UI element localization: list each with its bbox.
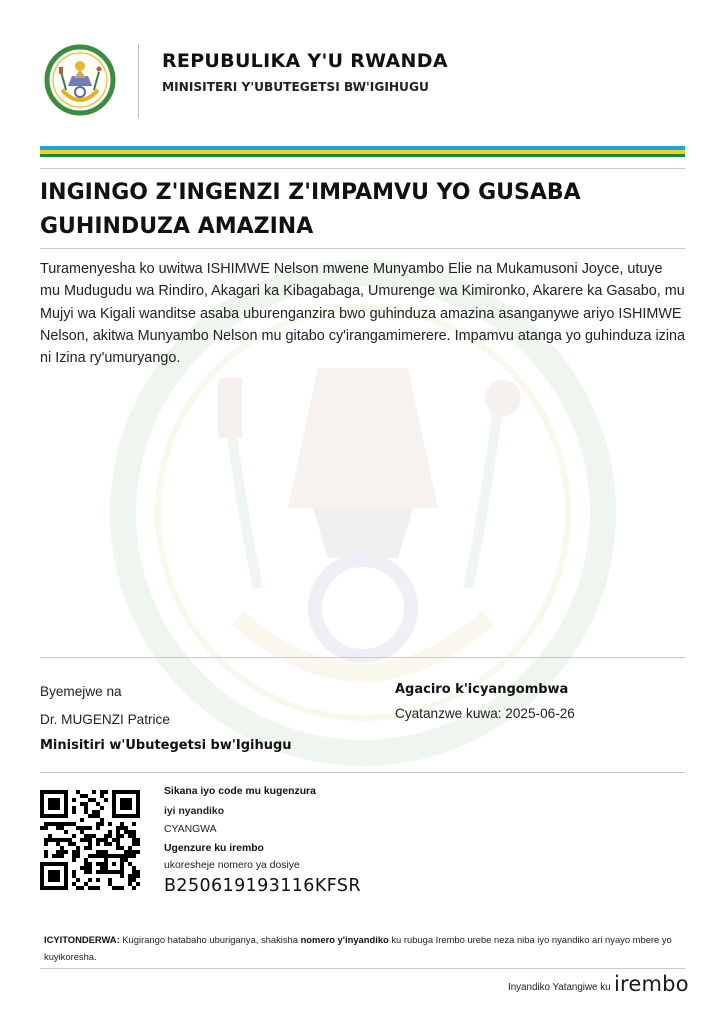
qr-code-icon[interactable] xyxy=(40,790,140,890)
document-title xyxy=(40,176,680,244)
application-number: B250619193116KFSR xyxy=(164,876,361,896)
document-body: Turamenyesha ko uwitwa ISHIMWE Nelson mwene Munyambo Elie na Mukamusoni Joyce, utuye mu Mudugudu wa Rindiro, Akagari ka Kibagabaga, Umurenge wa Kimironko, Akarere ka Gasabo, mu Mujyi wa Kigali wanditse asaba uburenganzira bwo guhinduza amazina asanganywe ariyo ISHIMWE Nelson, akitwa Munyambo Nelson mu gitabo cy'irangamimerere. Impamvu atanga yo guhinduza izina ni Izina ry'umuryango. xyxy=(40,261,686,367)
verify-irembo-label: Ugenzure ku irembo xyxy=(164,843,264,854)
file-number-label: ukoresheje nomero ya dosiye xyxy=(164,860,300,871)
coat-of-arms-icon xyxy=(44,44,116,116)
or-label: CYANGWA xyxy=(164,824,217,835)
document-title-line-1: INGINGO Z'INGENZI Z'IMPAMVU YO GUSABA xyxy=(40,180,581,205)
title-top-rule xyxy=(40,168,685,169)
notice-prefix: ICYITONDERWA: xyxy=(44,934,120,945)
notice-text-1: Kugirango hatabaho uburiganya, shakisha xyxy=(119,934,301,945)
signer-title: Minisitiri w'Ubutegetsi bw'Igihugu xyxy=(40,738,292,753)
republic-title: REPUBULIKA Y'U RWANDA xyxy=(162,50,448,72)
irembo-logo[interactable]: irembo xyxy=(614,972,689,996)
document-label: iyi nyandiko xyxy=(164,806,225,817)
notice-text-2: ku rubuga Irembo urebe neza niba iyo nyandiko ari nyayo mbere yo kuyikoresha. xyxy=(44,934,672,962)
signature-bottom-rule xyxy=(40,772,685,773)
title-bottom-rule xyxy=(40,248,685,249)
scan-label: Sikana iyo code mu kugenzura xyxy=(164,786,316,797)
ministry-title: MINISITERI Y'UBUTEGETSI BW'IGIHUGU xyxy=(162,80,429,94)
document-title-line-2: GUHINDUZA AMAZINA xyxy=(40,214,314,239)
signer-name: Dr. MUGENZI Patrice xyxy=(40,712,170,727)
issued-date: Cyatanzwe kuwa: 2025-06-26 xyxy=(395,706,575,721)
signature-top-rule xyxy=(40,657,685,658)
fee-label: Agaciro k'icyangombwa xyxy=(395,682,569,697)
notice-bold-phrase: nomero y'inyandiko xyxy=(300,934,389,945)
generated-by-label: Inyandiko Yatangiwe ku xyxy=(508,982,611,993)
notice xyxy=(44,931,684,965)
footer-rule xyxy=(40,968,685,969)
header-divider xyxy=(138,44,139,118)
flag-stripe-green xyxy=(40,154,685,157)
approved-by-label: Byemejwe na xyxy=(40,684,122,699)
